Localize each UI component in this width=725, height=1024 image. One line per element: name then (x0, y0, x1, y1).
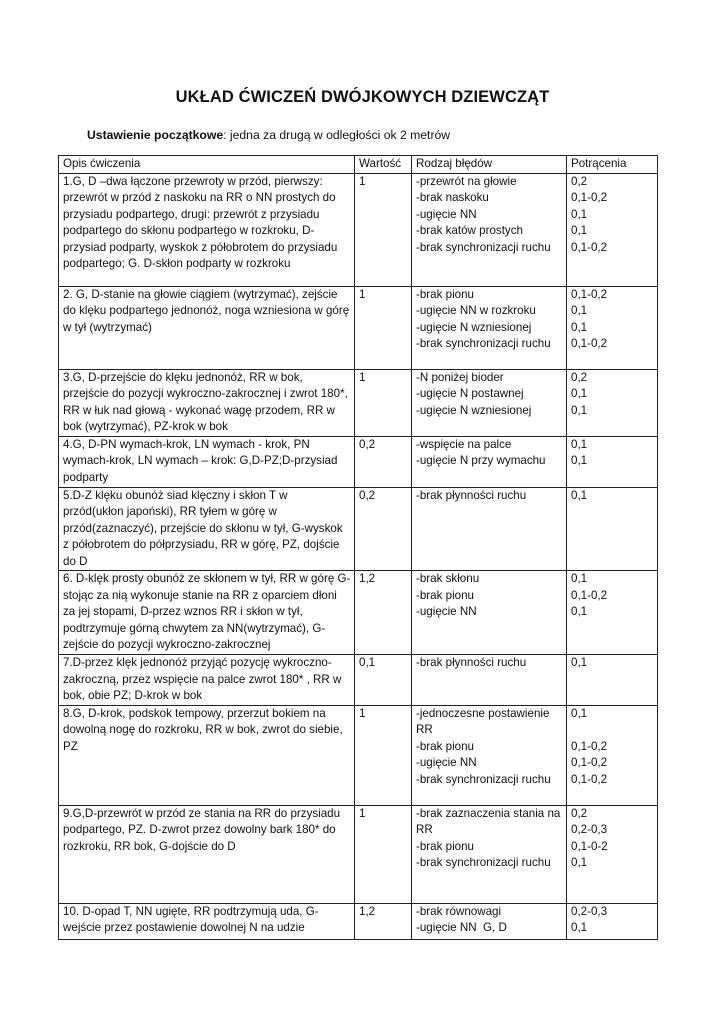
deduction-item: 0,1 (571, 488, 588, 502)
error-item: -brak równowagi (416, 904, 502, 918)
error-item: -ugięcie N wzniesionej (416, 403, 532, 417)
table-row (59, 903, 658, 939)
deduction-item: 0,1 (571, 403, 588, 417)
error-item: -brak synchronizacji ruchu (416, 337, 551, 350)
deduction-item: 0,1-0,2 (571, 588, 608, 602)
exercise-value: 0,2 (355, 487, 412, 571)
page-title: UKŁAD ĆWICZEŃ DWÓJKOWYCH DZIEWCZĄT (175, 88, 550, 106)
error-types (412, 173, 567, 286)
error-item: -ugięcie NN (416, 756, 477, 769)
exercise-description: 7.D-przez klęk jednonóż przyjąć pozycję wykroczno-zakroczną, przez wspięcie na palce zwrot 180* , RR w bok, obie PZ; D-krok w bok (59, 655, 355, 706)
error-item: -brak pionu (416, 287, 475, 301)
deductions (567, 369, 658, 436)
deduction-item: 0,2 (571, 174, 588, 188)
exercise-description: 10. D-opad T, NN ugięte, RR podtrzymują uda, G-wejście przez postawienie dowolnej N na udzie (59, 903, 355, 939)
starting-position-label: Ustawienie początkowe (87, 128, 224, 142)
deductions (567, 173, 658, 286)
exercise-value: 1 (355, 705, 412, 805)
deduction-item: 0,1 (571, 656, 588, 669)
table-row (59, 173, 658, 286)
exercise-value: 1 (355, 805, 412, 903)
error-item: -ugięcie NN (416, 605, 477, 618)
error-types (412, 369, 567, 436)
deduction-item: 0,1 (571, 921, 588, 934)
deduction-item: 0,1-0,2 (571, 287, 608, 301)
deduction-item: 0,1-0,2 (571, 337, 608, 350)
error-item: -ugięcie NN G, D (416, 921, 507, 934)
table-row (59, 487, 658, 571)
error-types (412, 805, 567, 903)
error-item: -przewrót na głowie (416, 174, 517, 188)
deduction-item: 0,2-0,3 (571, 904, 608, 918)
exercise-description: 1.G, D –dwa łączone przewroty w przód, pierwszy: przewrót w przód z naskoku na RR o NN prostych do przysiadu podpartego, drugi: przewrót z przysiadu podpartego do skłonu podpartego w rozkroku, D-przysiad podparty, wyskok z półobrotem do przysiadu podpartego; G. D-skłon podparty w rozkroku (59, 173, 355, 286)
deductions (567, 655, 658, 706)
exercise-value: 1 (355, 369, 412, 436)
error-types (412, 487, 567, 571)
exercise-table (58, 155, 658, 940)
error-item: -brak synchronizacji ruchu (416, 240, 551, 254)
deduction-item: 0,1 (571, 572, 588, 585)
deduction-item: 0,1-0,2 (571, 739, 608, 753)
error-item: -ugięcie NN w rozkroku (416, 304, 536, 317)
deduction-item: 0,1 (571, 856, 588, 869)
error-item: -jednoczesne postawienie RR (416, 706, 553, 736)
table-row (59, 571, 658, 655)
exercise-value: 0,2 (355, 436, 412, 487)
error-item: -N poniżej bioder (416, 370, 504, 384)
deduction-item: 0,1 (571, 454, 588, 467)
error-item: -brak płynności ruchu (416, 488, 527, 502)
starting-position-text: : jedna za drugą w odległości ok 2 metrów (223, 128, 451, 142)
deduction-item: 0,1-0,2 (571, 756, 608, 769)
table-row (59, 705, 658, 805)
deduction-item: 0,1 (571, 224, 588, 237)
table-row (59, 286, 658, 369)
deduction-item: 0,1-0,2 (571, 191, 608, 204)
exercise-description: 4.G, D-PN wymach-krok, LN wymach - krok, PN wymach-krok, LN wymach – krok: G,D-PZ;D-przysiad podparty (59, 436, 355, 487)
error-item: -ugięcie NN (416, 207, 477, 221)
table-row (59, 805, 658, 903)
deduction-item: 0,1-0,2 (571, 772, 608, 786)
deduction-item: 0,1 (571, 304, 588, 317)
error-types (412, 705, 567, 805)
error-item: -ugięcie N przy wymachu (416, 454, 546, 467)
error-item: -brak synchronizacji ruchu (416, 856, 551, 869)
error-item: -brak naskoku (416, 191, 489, 204)
deduction-item (571, 722, 654, 739)
deduction-item: 0,1 (571, 706, 588, 720)
exercise-description: 5.D-Z klęku obunóż siad klęczny i skłon T w przód(ukłon japoński), RR tyłem w górę w przód(zaznaczyć), przejście do skłonu w tył, G-wyskok z półobrotem do półprzysiadu, RR w górę, PZ, dojście do D (59, 487, 355, 571)
error-item: -wspięcie na palce (416, 437, 512, 451)
exercise-description: 8.G, D-krok, podskok tempowy, przerzut bokiem na dowolną nogę do rozkroku, RR w bok, zwrot do siebie, PZ (59, 705, 355, 805)
error-item: -brak pionu (416, 839, 475, 853)
deductions (567, 286, 658, 369)
error-types (412, 436, 567, 487)
exercise-value: 1,2 (355, 903, 412, 939)
deduction-item: 0,1 (571, 437, 588, 451)
deduction-item: 0,2 (571, 370, 588, 384)
deduction-item: 0,1 (571, 207, 588, 221)
table-row (59, 369, 658, 436)
header-error-type: Rodzaj błędów (412, 156, 567, 174)
error-item: -brak płynności ruchu (416, 656, 527, 669)
error-item: -ugięcie N postawnej (416, 387, 524, 400)
header-description: Opis ćwiczenia (59, 156, 355, 174)
exercise-description: 3.G, D-przejście do klęku jednonóż, RR w bok, przejście do pozycji wykroczno-zakrocznej i zwrot 180*, RR w łuk nad głową - wykonać wagę przodem, RR w bok (wytrzymać), PZ-krok w bok (59, 369, 355, 436)
header-value: Wartość (355, 156, 412, 174)
table-row (59, 655, 658, 706)
deductions (567, 805, 658, 903)
error-item: -ugięcie N wzniesionej (416, 320, 532, 334)
exercise-value: 1 (355, 173, 412, 286)
error-types (412, 286, 567, 369)
error-item: -brak pionu (416, 588, 475, 602)
deductions (567, 436, 658, 487)
error-item: -brak zaznaczenia stania na RR (416, 806, 564, 836)
deduction-item: 0,1 (571, 320, 588, 334)
exercise-value: 1 (355, 286, 412, 369)
table-header-row (59, 156, 658, 174)
error-item: -brak katów prostych (416, 224, 523, 237)
deductions (567, 705, 658, 805)
deduction-item: 0,1-0,2 (571, 240, 608, 254)
error-item: -brak synchronizacji ruchu (416, 772, 551, 786)
exercise-description: 2. G, D-stanie na głowie ciągiem (wytrzymać), zejście do klęku podpartego jednonóż, noga wzniesiona w górę w tył (wytrzymać) (59, 286, 355, 369)
table-body (59, 173, 658, 939)
exercise-description: 9.G,D-przewrót w przód ze stania na RR do przysiadu podpartego, PZ. D-zwrot przez dowolny bark 180* do rozkroku, RR bok, G-dojście do D (59, 805, 355, 903)
error-item: -brak pionu (416, 739, 475, 753)
exercise-value: 0,1 (355, 655, 412, 706)
error-item: -brak skłonu (416, 572, 480, 585)
exercise-value: 1,2 (355, 571, 412, 655)
table-row (59, 436, 658, 487)
deduction-item: 0,2 (571, 806, 588, 820)
deductions (567, 487, 658, 571)
deductions (567, 571, 658, 655)
header-deductions: Potrącenia (567, 156, 658, 174)
error-types (412, 571, 567, 655)
deduction-item: 0,1 (571, 387, 588, 400)
deduction-item: 0,2-0,3 (571, 823, 608, 836)
error-types (412, 903, 567, 939)
deductions (567, 903, 658, 939)
starting-position (87, 128, 450, 142)
exercise-description: 6. D-klęk prosty obunóż ze skłonem w tył, RR w górę G-stojąc za nią wykonuje stanie na RR z oparciem dłoni za jej stopami, D-przez wznos RR i skłon w tył, podtrzymuje górną chwytem za NN(wytrzymać), G-zejście do pozycji wykroczno-zakrocznej (59, 571, 355, 655)
error-types (412, 655, 567, 706)
deduction-item: 0,1-0-2 (571, 839, 608, 853)
deduction-item: 0,1 (571, 605, 588, 618)
